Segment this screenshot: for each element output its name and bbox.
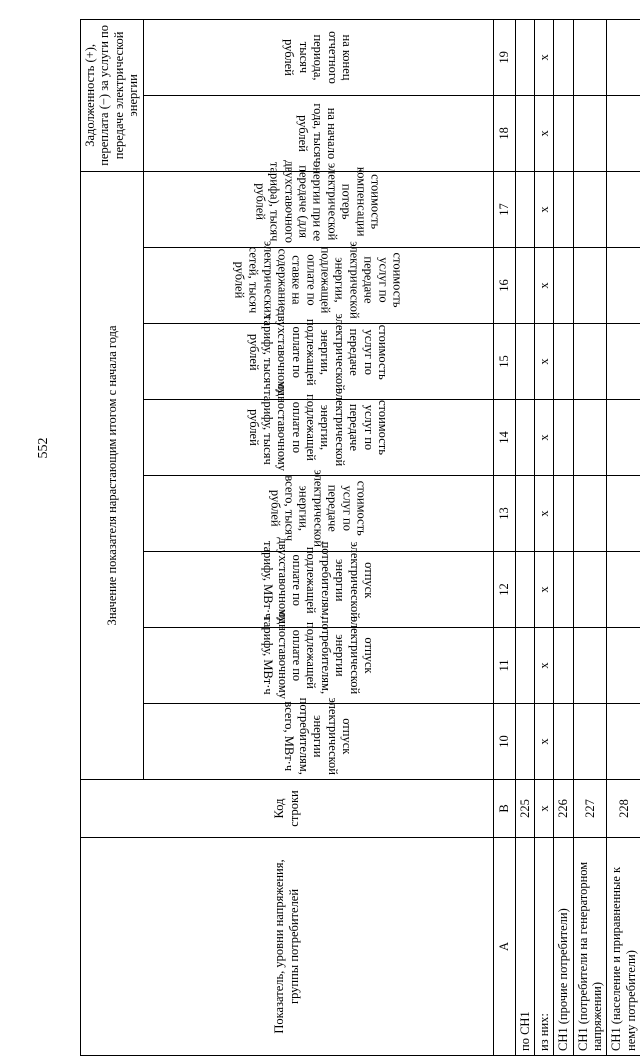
table-cell xyxy=(573,171,607,247)
col-header-14: стоимость услуг по передаче электрической энергии, подлежащей оплате по одноставочному тарифу, тысяч рублей xyxy=(143,400,493,476)
table-row xyxy=(554,19,573,1055)
header-row-code: Код строки xyxy=(81,780,494,838)
table-cell xyxy=(515,19,534,95)
table-cell: х xyxy=(534,704,553,780)
table-cell: х xyxy=(534,248,553,324)
table-cell xyxy=(515,704,534,780)
group-cumulative: Значение показателя нарастающим итогом с начала года xyxy=(81,171,144,779)
col-header-15: стоимость услуг по передаче электрической энергии, подлежащей оплате по двухставочному тарифу, тысяч рублей xyxy=(143,324,493,400)
table-cell xyxy=(607,171,640,247)
table-cell: х xyxy=(534,171,553,247)
row-label: СН1 (потребители на генераторном напряжении) xyxy=(573,838,607,1056)
column-number: 18 xyxy=(493,95,515,171)
row-label: СН1 (прочие потребители) xyxy=(554,838,573,1056)
table-row xyxy=(573,19,607,1055)
column-number: 19 xyxy=(493,19,515,95)
table-cell: х xyxy=(534,552,553,628)
table-cell xyxy=(607,95,640,171)
table-cell xyxy=(573,704,607,780)
column-number: 15 xyxy=(493,324,515,400)
table-row xyxy=(607,19,640,1055)
table-cell xyxy=(515,400,534,476)
table-cell xyxy=(515,95,534,171)
row-code: х xyxy=(534,780,553,838)
table-cell: х xyxy=(534,628,553,704)
table-cell xyxy=(607,552,640,628)
table-row xyxy=(534,19,553,1055)
table-cell: х xyxy=(534,324,553,400)
table-cell xyxy=(554,552,573,628)
column-number-row xyxy=(493,19,515,1055)
table-cell xyxy=(573,95,607,171)
col-header-10: отпуск электрической энергии потребителям, всего, МВт·ч xyxy=(143,704,493,780)
table-cell xyxy=(554,171,573,247)
header-row-groups xyxy=(81,19,144,1055)
col-header-12: отпуск электрической энергии потребителям, подлежащей оплате по двухставочному тарифу, МВт·ч xyxy=(143,552,493,628)
table-cell xyxy=(554,628,573,704)
rotated-table-sheet xyxy=(80,20,638,1056)
table-cell xyxy=(607,19,640,95)
table-cell xyxy=(573,324,607,400)
col-header-11: отпуск электрической энергии потребителям, подлежащей оплате по одноставочному тарифу, МВт·ч xyxy=(143,628,493,704)
column-number: 10 xyxy=(493,704,515,780)
col-header-16: стоимость услуг по передаче электрической энергии, подлежащей оплате по ставке на содержание электрических сетей, тысяч рублей xyxy=(143,248,493,324)
table-cell xyxy=(607,324,640,400)
table-cell: х xyxy=(534,400,553,476)
column-number: 17 xyxy=(493,171,515,247)
table-cell xyxy=(607,400,640,476)
table-cell xyxy=(607,628,640,704)
table-cell xyxy=(573,628,607,704)
table-cell xyxy=(607,476,640,552)
table-cell xyxy=(573,248,607,324)
table-cell xyxy=(554,704,573,780)
table-cell xyxy=(554,400,573,476)
table-cell xyxy=(515,628,534,704)
table-cell xyxy=(554,95,573,171)
table-cell xyxy=(573,19,607,95)
col-header-17: стоимость компенсации потерь электрической энергии при ее передаче (для двухставочного тарифа), тысяч рублей xyxy=(143,171,493,247)
table-cell xyxy=(554,248,573,324)
row-code: 226 xyxy=(554,780,573,838)
table-cell xyxy=(515,248,534,324)
header-indicator: Показатель, уровни напряжения, группы потребителей xyxy=(81,838,494,1056)
page-number: 552 xyxy=(36,437,51,459)
row-code: 227 xyxy=(573,780,607,838)
row-label: из них: xyxy=(534,838,553,1056)
column-number: 11 xyxy=(493,628,515,704)
table-cell xyxy=(573,552,607,628)
table-cell: х xyxy=(534,95,553,171)
row-label: СН1 (население и приравненные к нему потребители) xyxy=(607,838,640,1056)
column-number: 13 xyxy=(493,476,515,552)
table-cell: х xyxy=(534,476,553,552)
column-number: 12 xyxy=(493,552,515,628)
table-row xyxy=(515,19,534,1055)
column-number: 16 xyxy=(493,248,515,324)
energy-report-table xyxy=(80,19,640,1056)
row-code: 225 xyxy=(515,780,534,838)
table-cell xyxy=(515,171,534,247)
table-cell xyxy=(607,248,640,324)
table-cell xyxy=(515,476,534,552)
row-code: 228 xyxy=(607,780,640,838)
column-number: 14 xyxy=(493,400,515,476)
table-cell xyxy=(554,476,573,552)
table-cell xyxy=(607,704,640,780)
col-header-19: на конец отчетного периода, тысяч рублей xyxy=(143,19,493,95)
column-number-b: В xyxy=(493,780,515,838)
table-cell xyxy=(573,400,607,476)
table-cell xyxy=(573,476,607,552)
table-cell xyxy=(554,19,573,95)
table-cell: х xyxy=(534,19,553,95)
group-debt: Задолженность (+), переплата (−) за услуги по передаче электрической энергии xyxy=(81,19,144,171)
column-number-a: А xyxy=(493,838,515,1056)
col-header-13: стоимость услуг по передаче электрической энергии, всего, тысяч рублей xyxy=(143,476,493,552)
table-cell xyxy=(515,324,534,400)
table-cell xyxy=(515,552,534,628)
table-cell xyxy=(554,324,573,400)
col-header-18: на начало года, тысяч рублей xyxy=(143,95,493,171)
row-label: по СН1 xyxy=(515,838,534,1056)
